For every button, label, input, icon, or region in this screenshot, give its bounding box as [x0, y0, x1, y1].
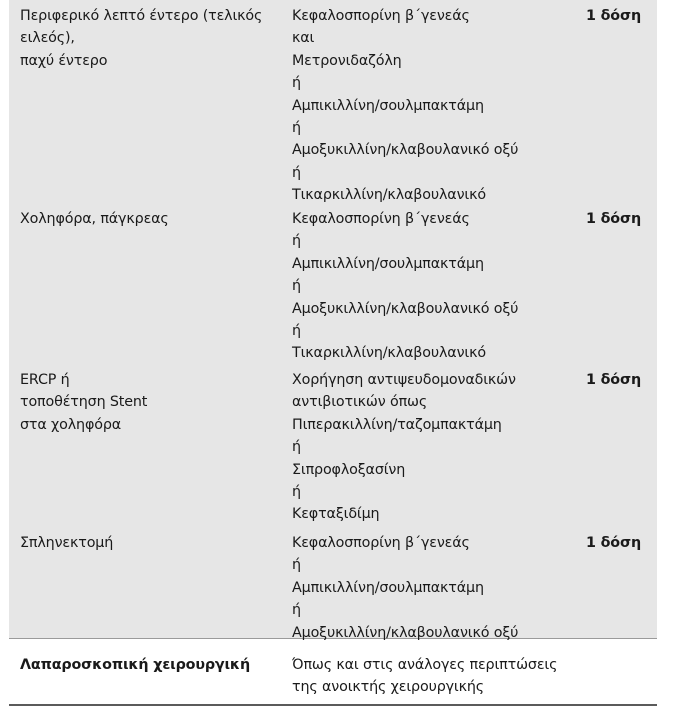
dose-cell: 1 δόση: [586, 8, 641, 24]
cell-line: Τικαρκιλλίνη/κλαβουλανικό: [292, 187, 486, 204]
cell-line: ή: [292, 278, 301, 295]
cell-line: ή: [292, 323, 301, 340]
dose-cell: 1 δόση: [586, 535, 641, 551]
cell-line: Αμοξυκιλλίνη/κλαβουλανικό οξύ: [292, 142, 519, 159]
antibiotic-cell: [292, 369, 516, 526]
cell-line: Αμπικιλλίνη/σουλμπακτάμη: [292, 97, 484, 114]
cell-line: και: [292, 30, 315, 47]
antibiotic-cell: [292, 5, 518, 207]
cell-line: Αμπικιλλίνη/σουλμπακτάμη: [292, 255, 484, 272]
cell-line: Κεφαλοσπορίνη β΄γενεάς: [292, 211, 470, 227]
cell-line: Χορήγηση αντιψευδομοναδικών: [292, 372, 516, 388]
dose-cell: 1 δόση: [586, 211, 641, 227]
cell-line: Τικαρκιλλίνη/κλαβουλανικό: [292, 345, 486, 362]
cell-line: ή: [292, 75, 301, 92]
cell-line: ή: [292, 439, 301, 456]
cell-line: Αμοξυκιλλίνη/κλαβουλανικό οξύ: [292, 300, 519, 317]
cell-line: Σιπροφλοξασίνη: [292, 461, 406, 478]
cell-line: παχύ έντερο: [20, 52, 108, 69]
cell-line: ή: [292, 164, 301, 181]
cell-line: Αμοξυκιλλίνη/κλαβουλανικό οξύ: [292, 624, 519, 641]
cell-line: τοποθέτηση Stent: [20, 394, 148, 411]
cell-line: ή: [292, 233, 301, 250]
cell-line: Μετρονιδαζόλη: [292, 52, 402, 69]
cell-line: ειλεός),: [20, 30, 75, 47]
cell-line: Κεφαλοσπορίνη β΄γενεάς: [292, 8, 470, 24]
laparoscopic-label: Λαπαροσκοπική χειρουργική: [20, 657, 250, 673]
cell-line: Κεφταξιδίμη: [292, 506, 380, 523]
cell-line: Πιπερακιλλίνη/ταζομπακτάμη: [292, 416, 502, 433]
cell-line: Κεφαλοσπορίνη β΄γενεάς: [292, 535, 470, 551]
cell-line: Περιφερικό λεπτό έντερο (τελικός: [20, 8, 263, 24]
surgery-site-cell: [20, 208, 169, 230]
cell-line: Αμπικιλλίνη/σουλμπακτάμη: [292, 579, 484, 596]
cell-line: αντιβιοτικών όπως: [292, 394, 428, 411]
antibiotic-cell: [292, 532, 518, 644]
cell-line: στα χοληφόρα: [20, 416, 122, 433]
dose-cell: 1 δόση: [586, 372, 641, 388]
cell-line: Όπως και στις ανάλογες περιπτώσεις: [292, 657, 558, 673]
cell-line: ή: [292, 484, 301, 501]
cell-line: ή: [292, 557, 301, 574]
antibiotic-cell: [292, 654, 557, 699]
surgery-site-cell: [20, 369, 147, 436]
cell-line: ή: [292, 120, 301, 137]
cell-line: Χοληφόρα, πάγκρεας: [20, 211, 169, 227]
cell-line: ή: [292, 602, 301, 619]
surgery-site-cell: [20, 532, 113, 554]
cell-line: της ανοικτής χειρουργικής: [292, 679, 485, 696]
cell-line: Σπληνεκτομή: [20, 535, 114, 551]
surgery-site-cell: [20, 5, 262, 72]
cell-line: ERCP ή: [20, 372, 70, 388]
antibiotic-cell: [292, 208, 518, 365]
